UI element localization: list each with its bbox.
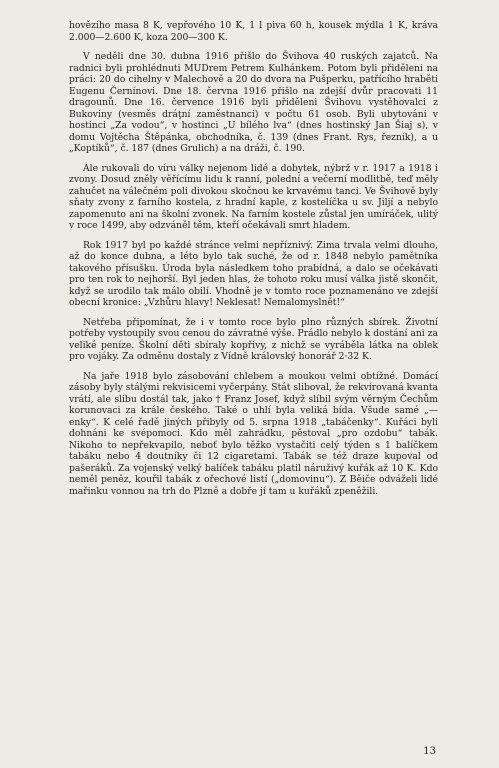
page-number: 13 (423, 746, 436, 757)
paragraph-year-1918: Na jaře 1918 bylo zásobování chlebem a moukou velmi obtížné. Domácí zásoby byly stálými rekvisicemi vyčerpány. Stát sliboval, že rekvírovaná kvanta vrátí, ale slibu dostál tak, jako † Franz Josef, když slíbil svým věrným Čechům korunovaci za krále českého. Také o uhlí byla veliká bída. Všude samé „—enky“. K celé řadě jiných přibyly od 5. srpna 1918 „tabáčenky“. Kuřáci byli dohnáni ke svépomoci. Kdo měl zahrádku, pěstoval „pro ozdobu“ tabák. Nikoho to nepřekvapilo, neboť bylo těžko vystačiti celý týden s 1 balíčkem tabáku nebo 4 doutníky či 12 cigaretami. Tabák se též draze kupoval od pašeráků. Za vojenský velký balíček tabáku platil náruživý kuřák až 10 K. Kdo neměl peněz, kouřil tabák z ořechové listí („domovinu“). Z Běiče odváželi lidé mařinku vonnou na trh do Plzně a dobře jí tam u kuřáků zpeněžili. (69, 370, 438, 497)
paragraph-bells: Ale rukovali do víru války nejenom lidé a dobytek, nýbrž v r. 1917 a 1918 i zvony. Dosud zněly věřícímu lidu k ranní, polední a večerní modlitbě, teď měly zahučet na válečném poli divokou skočnou ke krvavému tanci. Ve Švihově byly sňaty zvony z farního kostela, z hradní kaple, z kostelíčka u sv. Jiljí a nebylo zapomenuto ani na školní zvonek. Na farním kostele zůstal jen umíráček, ulitý v roce 1499, aby odzváněl těm, kteří očekávali smrt hladem. (69, 162, 438, 231)
paragraph-year-1917: Rok 1917 byl po každé stránce velmi nepříznivý. Zima trvala velmi dlouho, až do konce dubna, a léto bylo tak suché, že od r. 1848 nebylo pamětníka takového přísušku. Úroda byla následkem toho prabídná, a dalo se očekávati pro ten rok to nejhorší. Byl jeden hlas, že tohoto roku musí válka jistě skončit, když se urodilo tak málo obilí. Vhodně je v tomto roce poznamenáno ve zdejší obecní kronice: „Vzhůru hlavy! Neklesat! Nemalomyslnět!“ (69, 239, 438, 308)
paragraph-collections: Netřeba připomínat, že i v tomto roce bylo plno různých sbírek. Životní potřeby vystoupily svou cenou do závratné výše. Prádlo nebylo k dostání ani za veliké peníze. Školní děti sbíraly kopřivy, z nichž se vyráběla látka na oblek pro vojáky. Za odměnu dostaly z Vídně královský honorář 2·32 K. (69, 316, 438, 362)
paragraph-prices: hovězího masa 8 K, vepřového 10 K, 1 l piva 60 h, kousek mýdla 1 K, kráva 2.000—2.600 K, koza 200—300 K. (69, 20, 438, 43)
paragraph-prisoners-refugees: V neděli dne 30. dubna 1916 přišlo do Švihova 40 ruských zajatců. Na radnici byli prohlédnuti MUDrem Petrem Kulhánkem. Potom byli přiděleni na práci: 20 do cihelny v Malechově a 20 do dvora na Pušperku, patřícího hraběti Eugenu Černínovi. Dne 18. června 1916 přišlo na zdejší dvůr pracovati 11 dragounů. Dne 16. července 1916 byli přiděleni Švihovu vystěhovalci z Bukoviny (vesměs dráţní zaměstnanci) v počtu 61 osob. Byli ubytováni v hostinci „Za vodou“, v hostinci „U bílého lva“ (dnes hostinský Jan Šiaj s), v domu Vojtěcha Štěpánka, obchodníka, č. 139 (dnes Frant. Rys, řezník), a u „Koptíků“, č. 187 (dnes Grulich) a na dráži, č. 190. (69, 51, 438, 154)
